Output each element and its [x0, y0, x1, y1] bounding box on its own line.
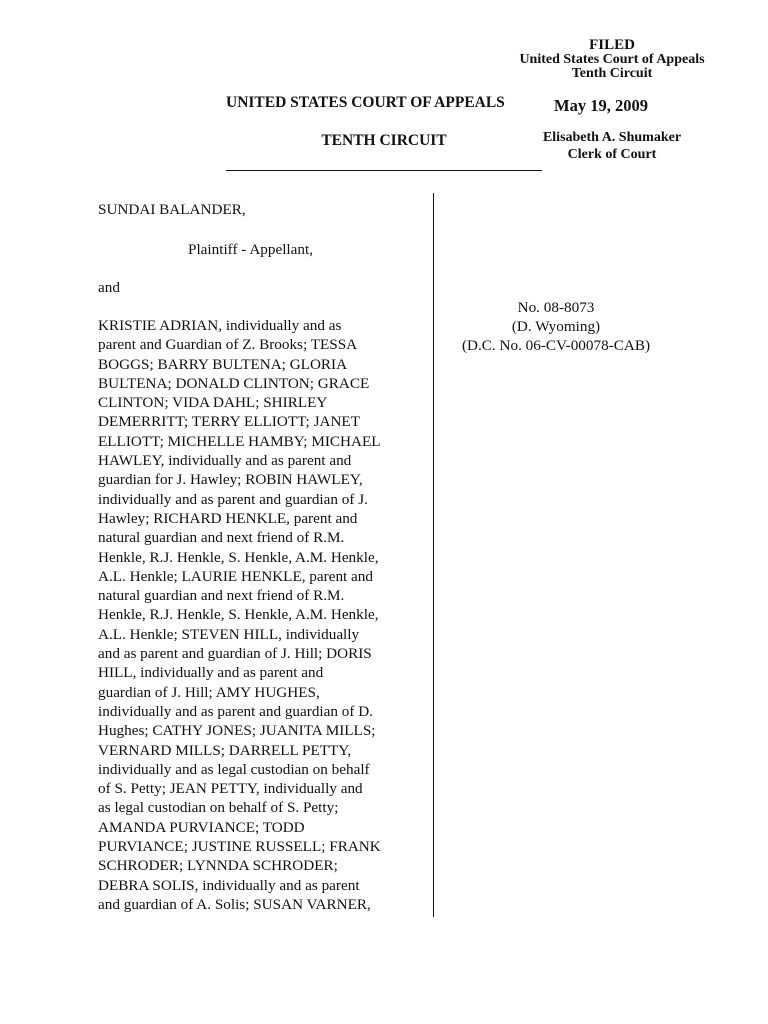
party-list-line: and as parent and guardian of J. Hill; DORIS	[98, 645, 372, 663]
party-list-line: guardian of J. Hill; AMY HUGHES,	[98, 683, 320, 701]
other-plaintiffs-list	[98, 316, 428, 914]
party-list-line: natural guardian and next friend of R.M.	[98, 529, 345, 547]
party-conjunction: and	[98, 279, 120, 296]
party-list-line: individually and as parent and guardian of J.	[98, 490, 368, 508]
case-district: (D. Wyoming)	[511, 318, 601, 335]
party-list-line: individually and as parent and guardian of D.	[98, 702, 373, 720]
party-list-line: as legal custodian on behalf of S. Petty;	[98, 799, 339, 817]
case-number: No. 08-8073	[517, 299, 595, 316]
party-list-line: Hughes; CATHY JONES; JUANITA MILLS;	[98, 722, 376, 740]
filed-label: FILED	[589, 37, 635, 53]
stamp-circuit-name: Tenth Circuit	[571, 66, 653, 81]
party-list-line: natural guardian and next friend of R.M.	[98, 587, 345, 605]
party-list-line: HAWLEY, individually and as parent and	[98, 452, 352, 470]
party-list-line: parent and Guardian of Z. Brooks; TESSA	[98, 336, 358, 354]
court-title: UNITED STATES COURT OF APPEALS	[226, 94, 505, 111]
party-list-line: BULTENA; DONALD CLINTON; GRACE	[98, 374, 370, 392]
party-list-line: SCHRODER; LYNNDA SCHRODER;	[98, 857, 338, 875]
appellant-role: Plaintiff - Appellant,	[188, 241, 313, 258]
party-list-line: individually and as legal custodian on behalf	[98, 760, 370, 778]
party-list-line: VERNARD MILLS; DARRELL PETTY,	[98, 741, 352, 759]
party-list-line: guardian for J. Hawley; ROBIN HAWLEY,	[98, 471, 363, 489]
party-list-line: A.L. Henkle; LAURIE HENKLE, parent and	[98, 567, 373, 585]
circuit-title: TENTH CIRCUIT	[321, 132, 447, 149]
clerk-title: Clerk of Court	[567, 147, 657, 162]
party-list-line: A.L. Henkle; STEVEN HILL, individually	[98, 625, 360, 643]
case-info	[440, 298, 672, 355]
party-list-line: Henkle, R.J. Henkle, S. Henkle, A.M. Henkle,	[98, 606, 379, 624]
party-list-line: and guardian of A. Solis; SUSAN VARNER,	[98, 895, 371, 913]
party-list-line: BOGGS; BARRY BULTENA; GLORIA	[98, 355, 348, 373]
district-court-number: (D.C. No. 06-CV-00078-CAB)	[461, 337, 651, 354]
party-list-line: ELLIOTT; MICHELLE HAMBY; MICHAEL	[98, 432, 381, 450]
appellant-name: SUNDAI BALANDER,	[98, 201, 246, 218]
party-list-line: PURVIANCE; JUSTINE RUSSELL; FRANK	[98, 838, 381, 856]
stamp-court-name: United States Court of Appeals	[519, 52, 705, 67]
party-list-line: AMANDA PURVIANCE; TODD	[98, 818, 305, 836]
filing-date: May 19, 2009	[554, 96, 648, 115]
party-list-line: Henkle, R.J. Henkle, S. Henkle, A.M. Henkle,	[98, 548, 379, 566]
party-list-line: Hawley; RICHARD HENKLE, parent and	[98, 509, 358, 527]
clerk-name: Elisabeth A. Shumaker	[542, 130, 682, 145]
party-list-line: KRISTIE ADRIAN, individually and as	[98, 317, 342, 334]
party-list-line: DEMERRITT; TERRY ELLIOTT; JANET	[98, 413, 360, 431]
caption-divider	[226, 170, 542, 171]
caption-vertical-divider	[433, 193, 434, 917]
party-list-line: HILL, individually and as parent and	[98, 664, 324, 682]
party-list-line: CLINTON; VIDA DAHL; SHIRLEY	[98, 394, 328, 412]
party-list-line: of S. Petty; JEAN PETTY, individually and	[98, 780, 363, 798]
party-list-line: DEBRA SOLIS, individually and as parent	[98, 876, 360, 894]
